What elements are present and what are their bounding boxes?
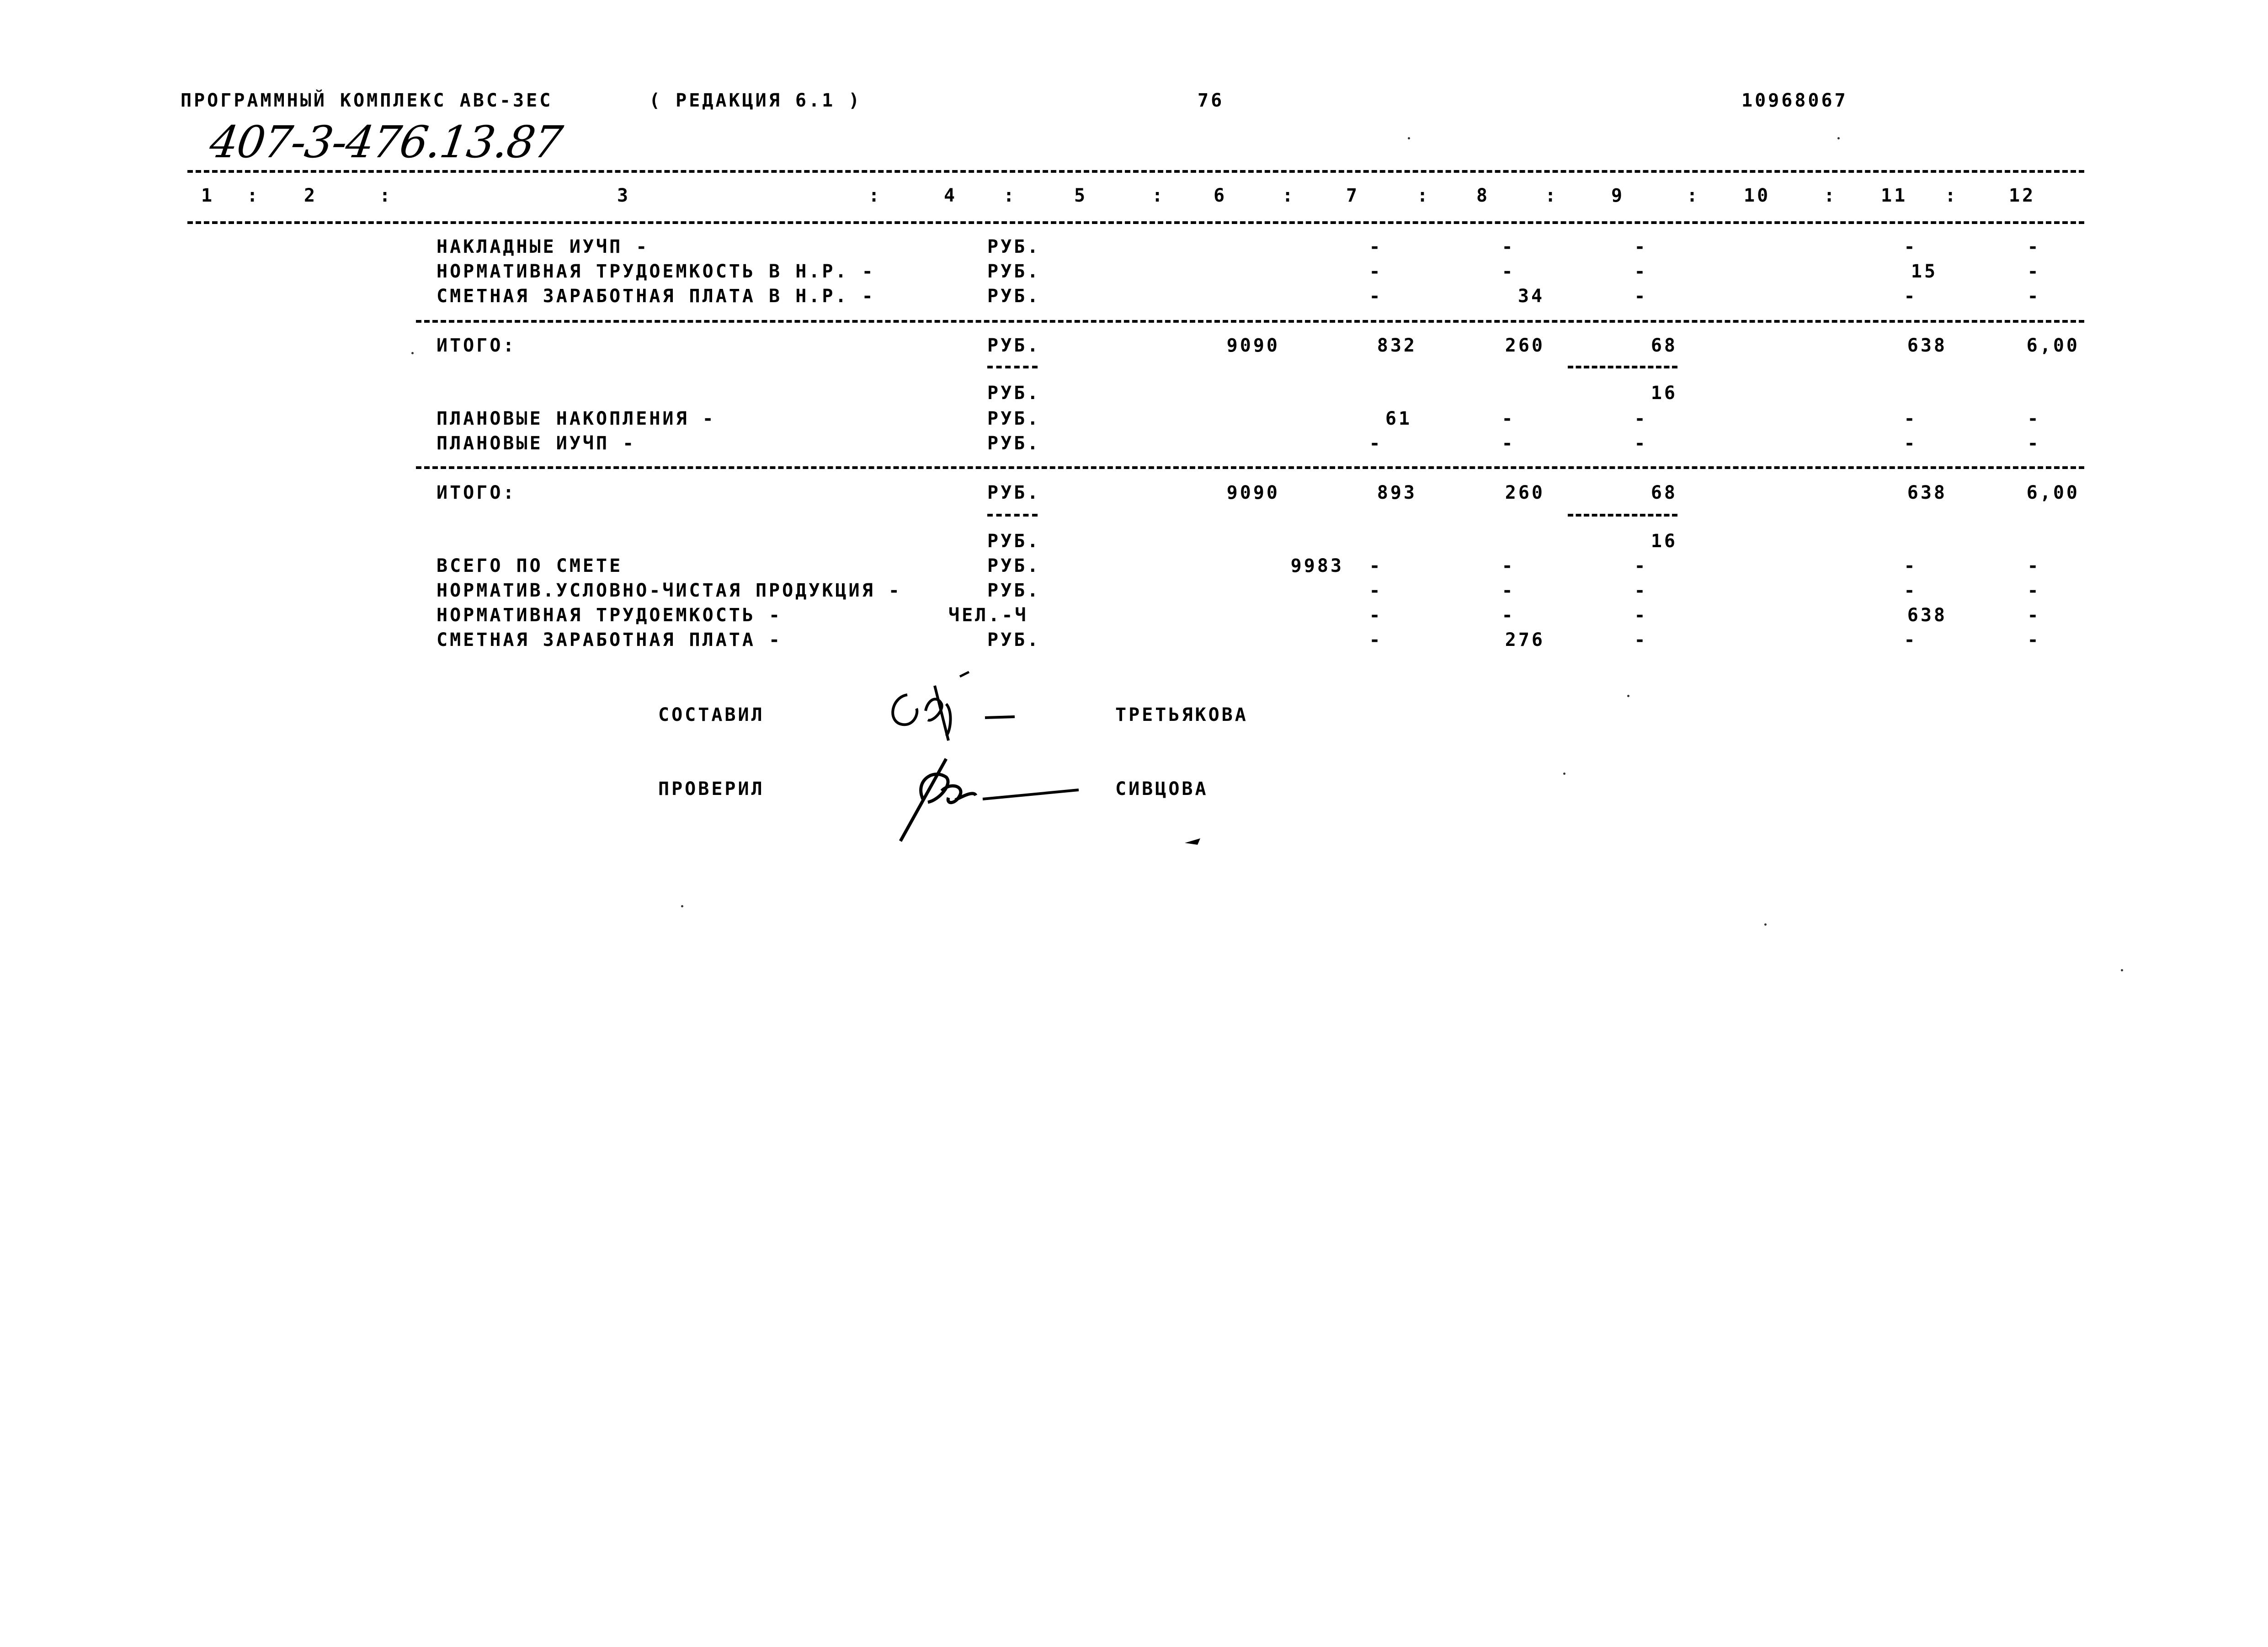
row-unit: РУБ. — [987, 286, 1041, 307]
cell-c8: 34 — [1517, 286, 1545, 307]
cell-c7: - — [1369, 286, 1383, 307]
handwritten-reference: 407-3-476.13.87 — [207, 117, 565, 168]
col-2: 2 — [304, 185, 318, 206]
row-unit: РУБ. — [987, 580, 1041, 601]
row-unit: РУБ. — [987, 433, 1041, 454]
section-rule — [416, 320, 2084, 323]
col-11: 11 — [1881, 185, 1908, 206]
cell-c9b: 16 — [1650, 383, 1677, 404]
header-rule-bottom — [187, 221, 2084, 224]
cell-c11: - — [1904, 286, 1917, 307]
document-code: 10968067 — [1741, 90, 1848, 111]
cell-c8: - — [1501, 555, 1515, 576]
checked-signature — [896, 750, 1088, 846]
cell-c9: - — [1634, 629, 1648, 650]
scan-speck — [1563, 773, 1565, 775]
total-label: ИТОГО: — [437, 482, 516, 503]
edition-label: ( РЕДАКЦИЯ 6.1 ) — [649, 90, 862, 111]
row-name: СМЕТНАЯ ЗАРАБОТНАЯ ПЛАТА В Н.Р. - — [437, 286, 875, 307]
cell-c11: 638 — [1907, 605, 1947, 626]
col-5: 5 — [1074, 185, 1088, 206]
cell-c11: - — [1904, 236, 1917, 257]
row-name: СМЕТНАЯ ЗАРАБОТНАЯ ПЛАТА - — [437, 629, 783, 650]
cell-c8: 260 — [1505, 482, 1545, 503]
cell-c9: 68 — [1650, 335, 1677, 356]
cell-c12: - — [2027, 408, 2041, 429]
cell-c6: 9090 — [1226, 335, 1280, 356]
header-rule-top — [187, 170, 2084, 173]
total-unit-2: РУБ. — [987, 383, 1041, 404]
cell-c6: 9983 — [1290, 555, 1344, 576]
total-label: ИТОГО: — [437, 335, 516, 356]
col-9: 9 — [1611, 185, 1625, 206]
row-name: ПЛАНОВЫЕ ИУЧП - — [437, 433, 636, 454]
col-sep: : — [1282, 185, 1296, 206]
cell-c7: - — [1369, 605, 1383, 626]
scan-speck — [1408, 137, 1410, 139]
row-name: НОРМАТИВНАЯ ТРУДОЕМКОСТЬ - — [437, 605, 783, 626]
col-10: 10 — [1744, 185, 1771, 206]
scan-speck — [1837, 137, 1840, 139]
program-title: ПРОГРАММНЫЙ КОМПЛЕКС АВС-3ЕС — [181, 90, 553, 111]
composed-label: СОСТАВИЛ — [658, 704, 765, 725]
cell-c7: - — [1369, 629, 1383, 650]
cell-c12: 6,00 — [2026, 335, 2080, 356]
cell-c7: 61 — [1385, 408, 1412, 429]
composed-signature — [882, 667, 1028, 759]
cell-c8: - — [1501, 605, 1515, 626]
cell-c11: - — [1904, 629, 1917, 650]
cell-c8: - — [1501, 261, 1515, 282]
row-name: НОРМАТИВ.УСЛОВНО-ЧИСТАЯ ПРОДУКЦИЯ - — [437, 580, 902, 601]
row-name: НАКЛАДНЫЕ ИУЧП - — [437, 236, 650, 257]
cell-c12: - — [2027, 555, 2041, 576]
cell-c12: - — [2027, 580, 2041, 601]
total-unit: РУБ. — [987, 335, 1041, 356]
c9-underline — [1568, 366, 1677, 368]
cell-c11: 15 — [1911, 261, 1938, 282]
cell-c12: - — [2027, 605, 2041, 626]
cell-c11: - — [1904, 433, 1917, 454]
cell-c8: - — [1501, 580, 1515, 601]
checked-name: СИВЦОВА — [1115, 778, 1209, 800]
section-rule — [416, 466, 2084, 469]
row-unit: РУБ. — [987, 555, 1041, 576]
cell-c11: - — [1904, 408, 1917, 429]
cell-c11: 638 — [1907, 335, 1947, 356]
col-sep: : — [1003, 185, 1017, 206]
row-name: ВСЕГО ПО СМЕТЕ — [437, 555, 623, 576]
cell-c11: - — [1904, 580, 1917, 601]
cell-c7: 832 — [1377, 335, 1417, 356]
cell-c12: - — [2027, 286, 2041, 307]
cell-c9b: 16 — [1650, 531, 1677, 552]
unit-underline — [987, 514, 1038, 517]
col-sep: : — [1545, 185, 1559, 206]
cell-c9: - — [1634, 408, 1648, 429]
row-unit: ЧЕЛ.-Ч — [948, 605, 1028, 626]
cell-c7: - — [1369, 236, 1383, 257]
row-name: НОРМАТИВНАЯ ТРУДОЕМКОСТЬ В Н.Р. - — [437, 261, 875, 282]
col-1: 1 — [201, 185, 215, 206]
cell-c7: 893 — [1377, 482, 1417, 503]
cell-c12: - — [2027, 236, 2041, 257]
col-sep: : — [1152, 185, 1166, 206]
col-8: 8 — [1476, 185, 1490, 206]
cell-c12: 6,00 — [2026, 482, 2080, 503]
cell-c9: - — [1634, 286, 1648, 307]
row-unit: РУБ. — [987, 629, 1041, 650]
cell-c9: - — [1634, 580, 1648, 601]
row-unit: РУБ. — [987, 408, 1041, 429]
cell-c9: 68 — [1650, 482, 1677, 503]
cell-c8: 276 — [1505, 629, 1545, 650]
scan-speck — [681, 905, 683, 907]
cell-c6: 9090 — [1226, 482, 1280, 503]
cell-c8: - — [1501, 236, 1515, 257]
c9-underline — [1568, 514, 1677, 517]
col-sep: : — [868, 185, 882, 206]
cell-c8: - — [1501, 408, 1515, 429]
scan-speck — [1764, 923, 1767, 926]
total-unit-2: РУБ. — [987, 531, 1041, 552]
col-sep: : — [379, 185, 393, 206]
col-sep: : — [1824, 185, 1837, 206]
cell-c12: - — [2027, 629, 2041, 650]
checked-label: ПРОВЕРИЛ — [658, 778, 765, 800]
cell-c9: - — [1634, 433, 1648, 454]
scan-speck — [2121, 969, 2123, 971]
col-sep: : — [247, 185, 261, 206]
scan-mark — [1184, 837, 1202, 847]
col-7: 7 — [1346, 185, 1360, 206]
cell-c9: - — [1634, 605, 1648, 626]
cell-c7: - — [1369, 580, 1383, 601]
cell-c11: 638 — [1907, 482, 1947, 503]
unit-underline — [987, 366, 1038, 368]
scan-speck — [1627, 695, 1629, 697]
cell-c8: 260 — [1505, 335, 1545, 356]
cell-c9: - — [1634, 261, 1648, 282]
col-12: 12 — [2009, 185, 2036, 206]
cell-c7: - — [1369, 261, 1383, 282]
cell-c11: - — [1904, 555, 1917, 576]
col-4: 4 — [944, 185, 958, 206]
cell-c12: - — [2027, 433, 2041, 454]
cell-c9: - — [1634, 555, 1648, 576]
col-sep: : — [1417, 185, 1431, 206]
cell-c12: - — [2027, 261, 2041, 282]
cell-c8: - — [1501, 433, 1515, 454]
row-unit: РУБ. — [987, 236, 1041, 257]
row-name: ПЛАНОВЫЕ НАКОПЛЕНИЯ - — [437, 408, 716, 429]
composed-name: ТРЕТЬЯКОВА — [1115, 704, 1248, 725]
page-number: 76 — [1198, 90, 1225, 111]
col-3: 3 — [617, 185, 631, 206]
col-sep: : — [1687, 185, 1700, 206]
cell-c7: - — [1369, 433, 1383, 454]
cell-c9: - — [1634, 236, 1648, 257]
cell-c7: - — [1369, 555, 1383, 576]
row-unit: РУБ. — [987, 261, 1041, 282]
total-unit: РУБ. — [987, 482, 1041, 503]
col-sep: : — [1945, 185, 1959, 206]
col-6: 6 — [1214, 185, 1227, 206]
scan-speck — [411, 352, 414, 354]
